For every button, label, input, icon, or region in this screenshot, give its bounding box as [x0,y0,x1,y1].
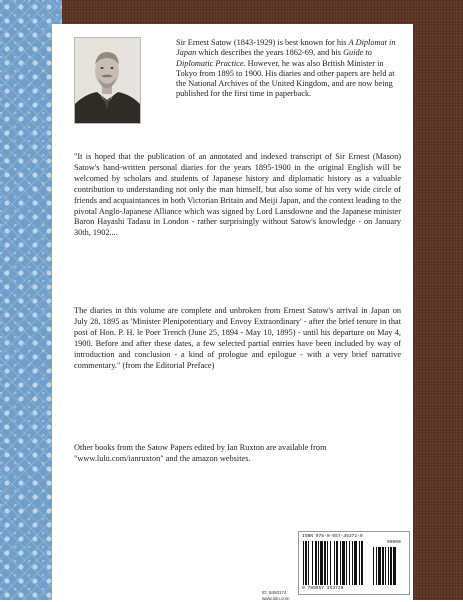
bio-middle: which describes the years 1862-69, and his [196,48,344,58]
barcode-bar [305,541,307,585]
barcode-bar [315,541,317,585]
barcode-bar [318,541,319,585]
barcode-bar [352,541,353,585]
bio-book-title-2: Guide to Diplomatic Practice. [176,48,372,68]
author-bio [176,38,406,100]
barcode-bar [324,541,326,585]
back-cover-panel [52,24,413,600]
isbn-barcode [298,531,410,595]
barcode-bar [361,541,363,585]
barcode-bar [336,541,338,585]
other-books-note: Other books from the Satow Papers edited by Ian Ruxton are available from "www.lulu.com/ianruxton" and the amazon websites. [74,443,327,463]
barcode-bar [346,541,347,585]
publisher-id-block [262,590,290,602]
barcode-bar [354,541,357,585]
addon-bar [376,547,377,585]
author-portrait-image [75,38,140,123]
barcode-bar [359,541,360,585]
bio-book-title-1: A Diplomat in Japan [176,38,396,58]
publisher-id: ID: 8450174 [262,590,287,595]
addon-bar [385,547,386,585]
barcode-bars [303,541,405,585]
addon-bar [388,547,389,585]
barcode-bar [349,541,350,585]
addon-bar [378,547,381,585]
price-code: 90000 [387,540,401,545]
barcode-bar [312,541,313,585]
barcode-bar [342,541,345,585]
addon-bar [393,547,396,585]
barcode-digits: 9 780557 353729 [302,586,344,591]
addon-bar [382,547,384,585]
barcode-bar [303,541,304,585]
isbn-text: ISBN 978-0-557-35372-9 [302,534,363,539]
barcode-bar [330,541,331,585]
bio-suffix: However, he was also British Minister in Tokyo from 1895 to 1900. His diaries and other papers are held at the National Archives of the United Kingdom, and are now being published for the first time in paperback. [176,58,395,99]
barcode-bar [308,541,309,585]
addon-bar [390,547,392,585]
barcode-bar [340,541,341,585]
publisher-url: www.lulu.com [262,596,290,601]
barcode-bar [334,541,335,585]
barcode-bar [320,541,323,585]
editorial-quote: "It is hoped that the publication of an annotated and indexed transcript of Sir Ernest (Mason) Satow's hand-written personal diaries for the years 1895-1900 in the original English will be welcomed by scholars and students of Japanese history and diplomatic history as a valuable contribution to understanding not only the man himself, but also some of his very wide circle of friends and acquaintances in both Victorian Britain and Meiji Japan, and the context leading to the pivotal Anglo-Japanese Alliance which was signed by Lord Lansdowne and the Japanese minister Baron Hayashi Tadasu in London - rather surprisingly without Satow's knowledge - on January 30th, 1902.... [74,152,401,238]
diaries-description: The diaries in this volume are complete and unbroken from Ernest Satow's arrival in Japan on July 28, 1895 as 'Minister Plenipotentiary and Envoy Extraordinary' - after the brief tenure in that post of Hon. P. H. le Poer Trench (June 25, 1894 - May 10, 1895) - until his departure on May 4, 1900. Before and after these dates, a few selected partial entries have been included by way of introduction and conclusion - a kind of prologue and epilogue - with a very brief narrative commentary." (from the Editorial Preface) [74,306,401,370]
author-portrait [74,37,141,124]
bio-prefix: Sir Ernest Satow (1843-1929) is best known for his [176,38,349,47]
barcode-bar [327,541,328,585]
addon-bar [373,547,374,585]
